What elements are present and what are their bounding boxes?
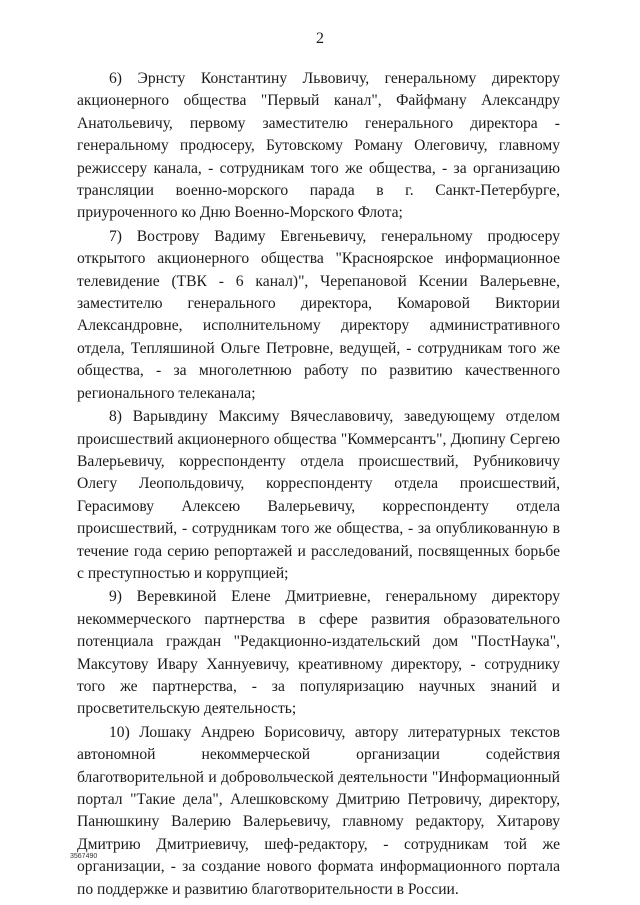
list-item: 7) Вострову Вадиму Евгеньевичу, генеральному продюсеру открытого акционерного общества "Красноярское информационное телевидение (ТВК - 6 канал)", Черепановой Ксении Валерьевне, заместителю генерального директора, Комаровой Виктории Александровне, исполнительному директору административного отдела, Тепляшиной Ольге Петровне, ведущей, - сотрудникам того же общества, - за многолетнюю работу по развитию качественного регионального телеканала; <box>77 227 560 402</box>
list-item: 9) Веревкиной Елене Дмитриевне, генеральному директору некоммерческого партнерства в сфере развития образовательного потенциала граждан "Редакционно-издательский дом "ПостНаука", Максутову Ивару Ханнуевичу, креативному директору, - сотруднику того же партнерства, - за популяризацию научных знаний и просветительскую деятельность; <box>77 588 560 718</box>
page-number: 2 <box>316 30 324 47</box>
document-body <box>77 68 560 902</box>
list-item: 6) Эрнсту Константину Львовичу, генеральному директору акционерного общества "Первый канал", Файфману Александру Анатольевичу, первому заместителю генерального директора - генеральному продюсеру, Бутовскому Роману Олеговичу, главному режиссеру канала, - сотрудникам того же общества, - за организацию трансляции военно-морского парада в г. Санкт-Петербурге, приуроченного ко Дню Военно-Морского Флота; <box>77 70 560 222</box>
document-code: 3567490 <box>70 853 98 860</box>
list-item: 8) Варывдину Максиму Вячеславовичу, заведующему отделом происшествий акционерного общества "Коммерсантъ", Дюпину Сергею Валерьевичу, корреспонденту отдела происшествий, Рубниковичу Олегу Леопольдовичу, корреспонденту отдела происшествий, Герасимову Алексею Валерьевичу, корреспонденту отдела происшествий, - сотрудникам того же общества, - за опубликованную в течение года серию репортажей и расследований, посвященных борьбе с преступностью и коррупцией; <box>77 408 560 582</box>
list-item: 10) Лошаку Андрею Борисовичу, автору литературных текстов автономной некоммерческой организации содействия благотворительной и добровольческой деятельности "Информационный портал "Такие дела", Алешковскому Дмитрию Петровичу, директору, Панюшкину Валерию Валерьевичу, главному редактору, Хитарову Дмитрию Дмитриевичу, шеф-редактору, - сотрудникам той же организации, - за создание нового формата информационного портала по поддержке и развитию благотворительности в России. <box>77 723 560 898</box>
